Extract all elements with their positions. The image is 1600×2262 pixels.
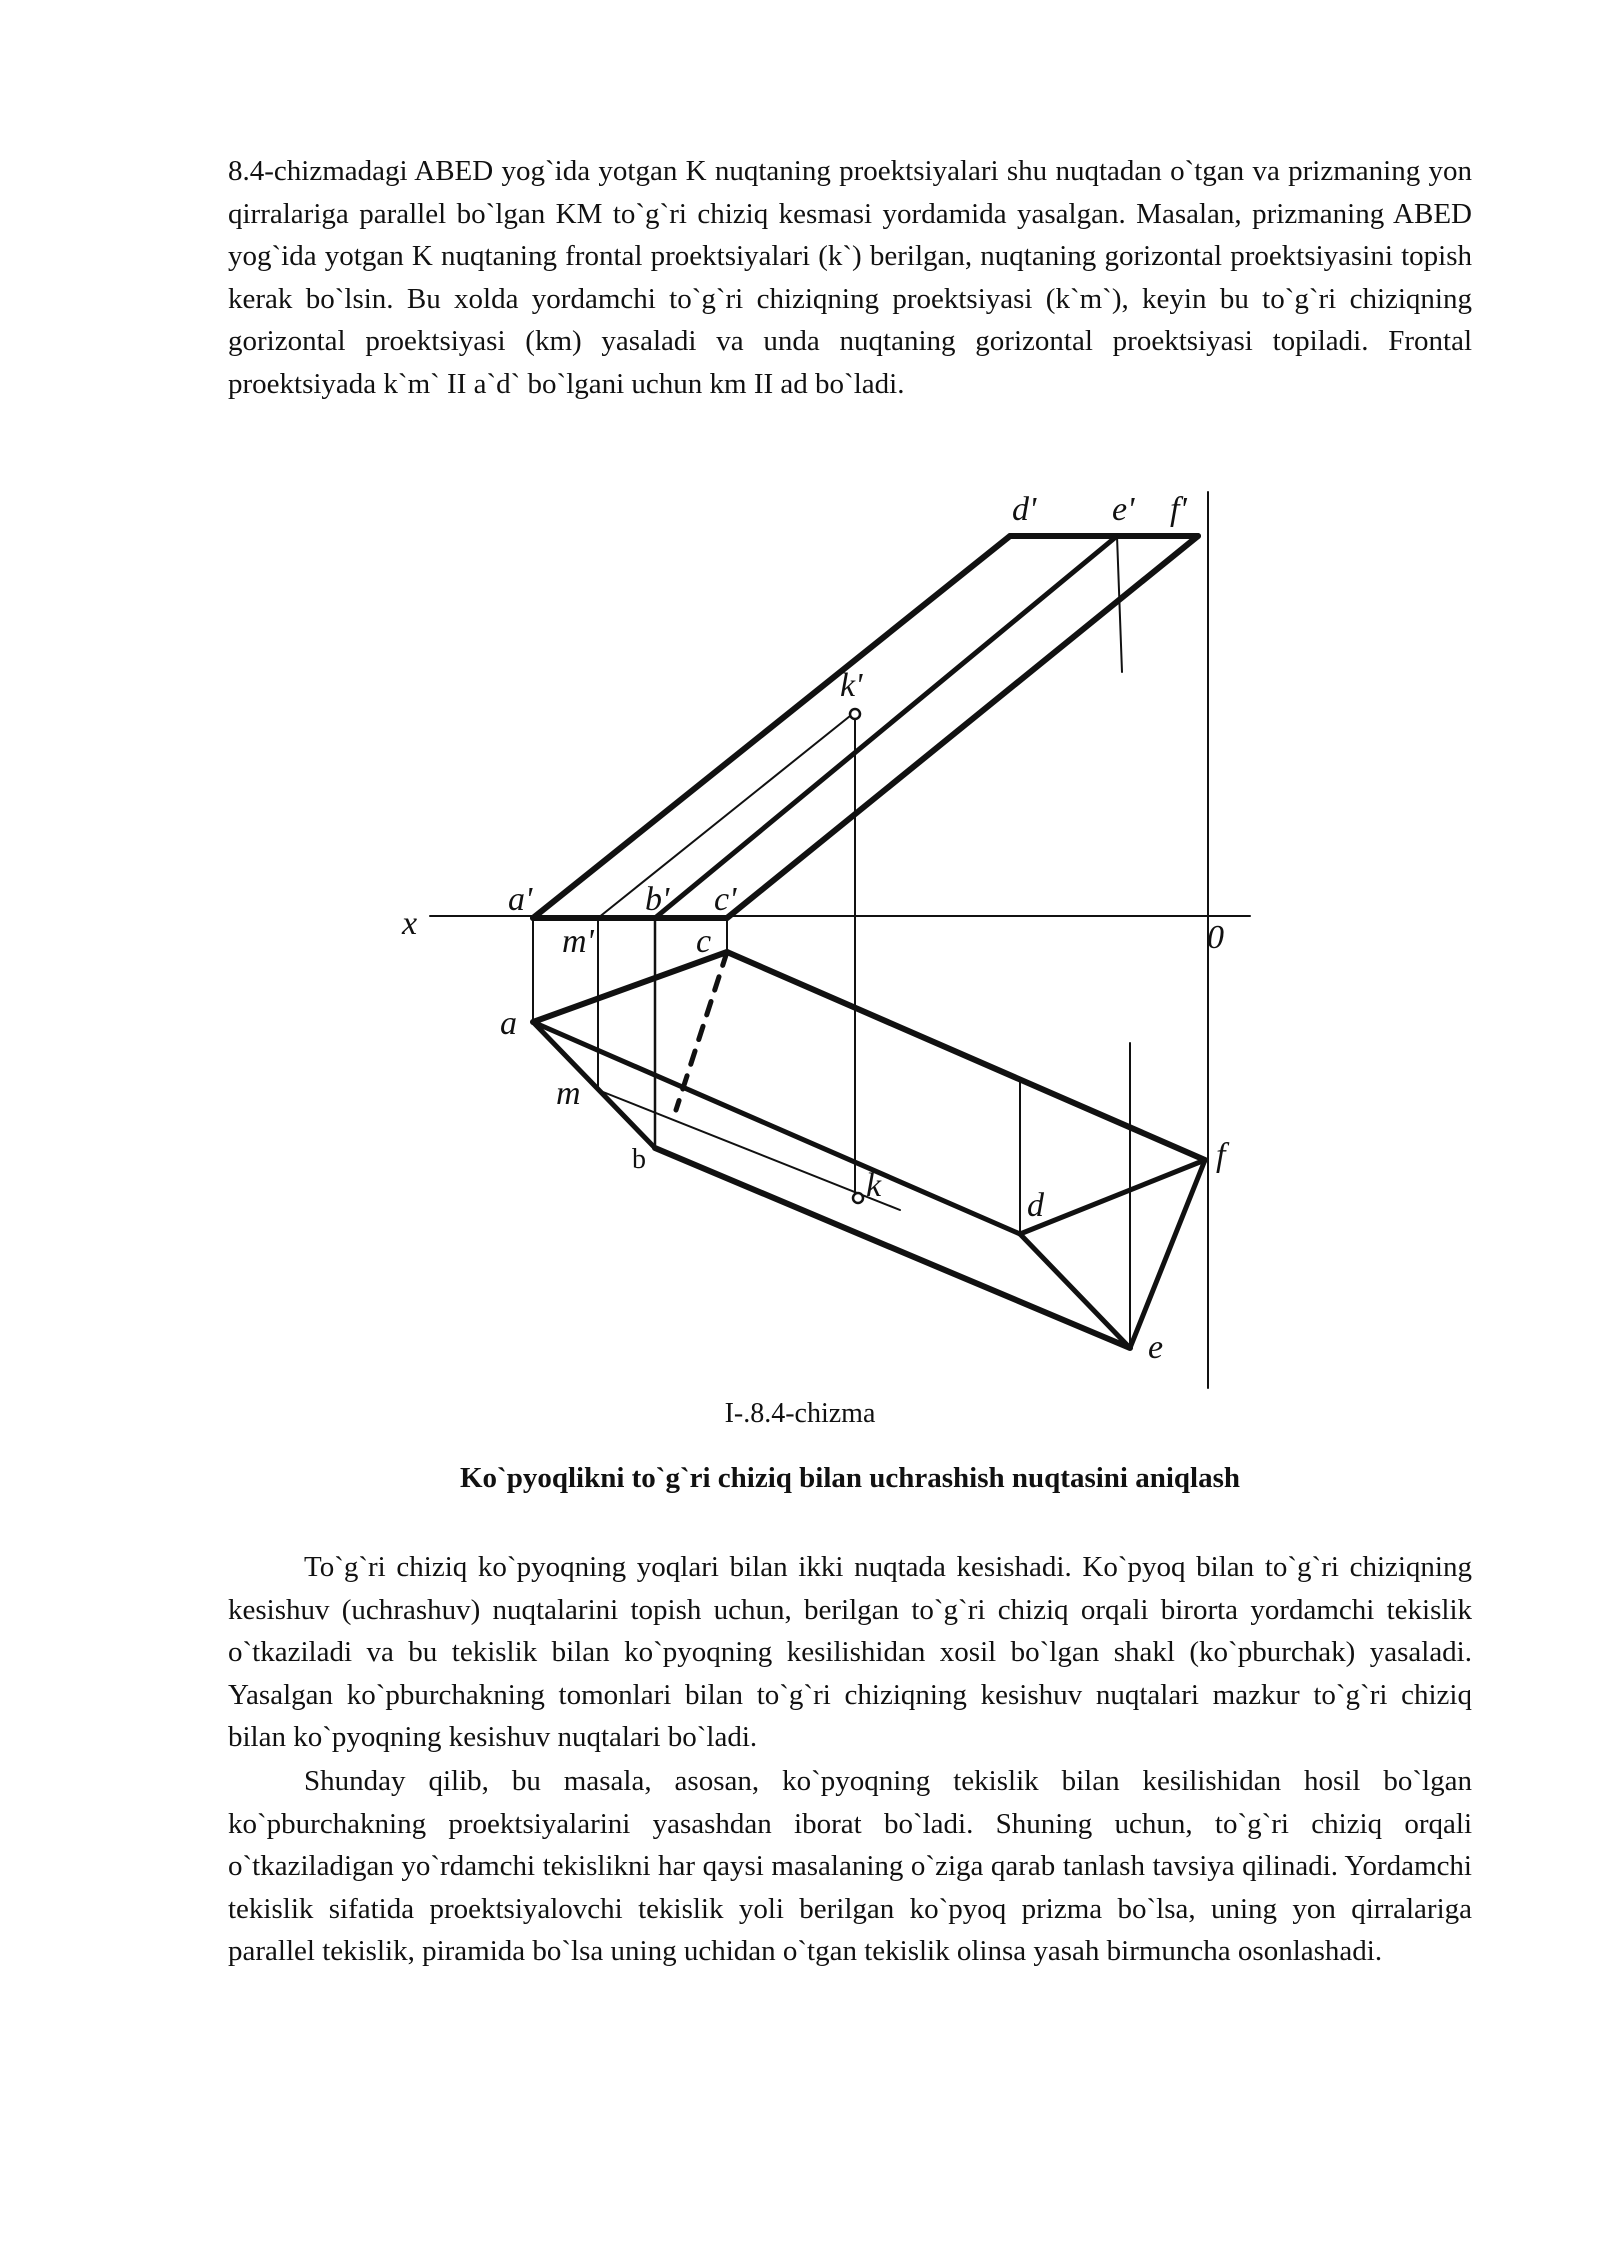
edge-a-b — [533, 1022, 655, 1148]
label-a: a — [500, 1005, 517, 1042]
label-d1: d' — [1012, 491, 1037, 528]
label-a1: a' — [508, 881, 533, 918]
body-paragraph-method: Shunday qilib, bu masala, asosan, ko`pyoqning tekislik bilan kesilishidan hosil bo`lgan ko`pburchakning proektsiyalarini yasashdan iborat bo`ladi. Shuning uchun, to`g`ri chiziq orqali o`tkaziladigan yo`rdamchi tekislikni har qaysi masalaning o`ziga qarab tanlash tavsiya qilinadi. Yordamchi tekislik sifatida proektsiyalovchi tekislik yoli berilgan ko`pyoq prizma bo`lsa, uning yon qirralariga parallel tekislik, piramida bo`lsa uning uchidan o`tgan tekislik olinsa yasah birmuncha osonlashadi. — [228, 1765, 1472, 1967]
edge-a1-d1 — [533, 536, 1010, 918]
label-k: k — [866, 1167, 882, 1204]
body-paragraph-intersection: To`g`ri chiziq ko`pyoqning yoqlari bilan ikki nuqtada kesishadi. Ko`pyoq bilan to`g`ri chiziqning kesishuv (uchrashuv) nuqtalarini topish uchun, berilgan to`g`ri chiziq orqali birorta yordamchi tekislik o`tkaziladi va bu tekislik bilan ko`pyoqning kesilishidan xosil bo`lgan shakl (ko`pburchak) yasaladi. Yasalgan ko`pburchakning tomonlari bilan to`g`ri chiziqning kesishuv nuqtalari mazkur to`g`ri chiziq bilan ko`pyoqning kesishuv nuqtalari bo`ladi. — [228, 1551, 1472, 1753]
label-e1: e' — [1112, 491, 1135, 528]
edge-d-e — [1020, 1234, 1130, 1348]
label-d: d — [1027, 1187, 1044, 1224]
label-c: c — [696, 923, 712, 960]
label-b: b — [632, 1144, 646, 1175]
label-o: 0 — [1207, 919, 1224, 956]
label-m1: m' — [562, 923, 594, 960]
label-b1: b' — [645, 881, 670, 918]
edge-e-f — [1130, 1160, 1205, 1348]
section-heading: Ko`pyoqlikni to`g`ri chiziq bilan uchrashish nuqtasini aniqlash — [459, 1462, 1241, 1494]
hidden-edge-b-c — [676, 952, 727, 1110]
edge-a-c — [533, 952, 727, 1022]
label-f: f — [1216, 1137, 1226, 1174]
edge-c1-f1 — [727, 536, 1198, 918]
label-e: e — [1148, 1329, 1164, 1366]
label-f1: f' — [1170, 491, 1187, 528]
label-x: x — [402, 905, 418, 942]
edge-b1-e1 — [655, 536, 1117, 918]
label-m: m — [556, 1075, 581, 1112]
edge-c-f — [727, 952, 1205, 1160]
figure-caption: I-.8.4-chizma — [724, 1398, 876, 1429]
point-k1 — [850, 709, 860, 719]
point-k — [853, 1193, 863, 1203]
label-c1: c' — [714, 881, 737, 918]
prism-projection-drawing — [380, 480, 1280, 1410]
intro-paragraph: 8.4-chizmadagi ABED yog`ida yotgan K nuqtaning proektsiyalari shu nuqtadan o`tgan va prizmaning yon qirralariga parallel bo`lgan KM to`g`ri chiziq kesmasi yordamida yasalgan. Masalan, prizmaning ABED yog`ida yotgan K nuqtaning frontal proektsiyalari (k`) berilgan, nuqtaning gorizontal proektsiyasini topish kerak bo`lsin. Bu xolda yordamchi to`g`ri chiziqning proektsiyasi (k`m`), keyin bu to`g`ri chiziqning gorizontal proektsiyasi (km) yasaladi va unda nuqtaning gorizontal proektsiyasi topiladi. Frontal proektsiyada k`m` II a`d` bo`lgani uchun km II ad bo`ladi. — [228, 155, 1472, 400]
label-k1: k' — [840, 667, 863, 704]
